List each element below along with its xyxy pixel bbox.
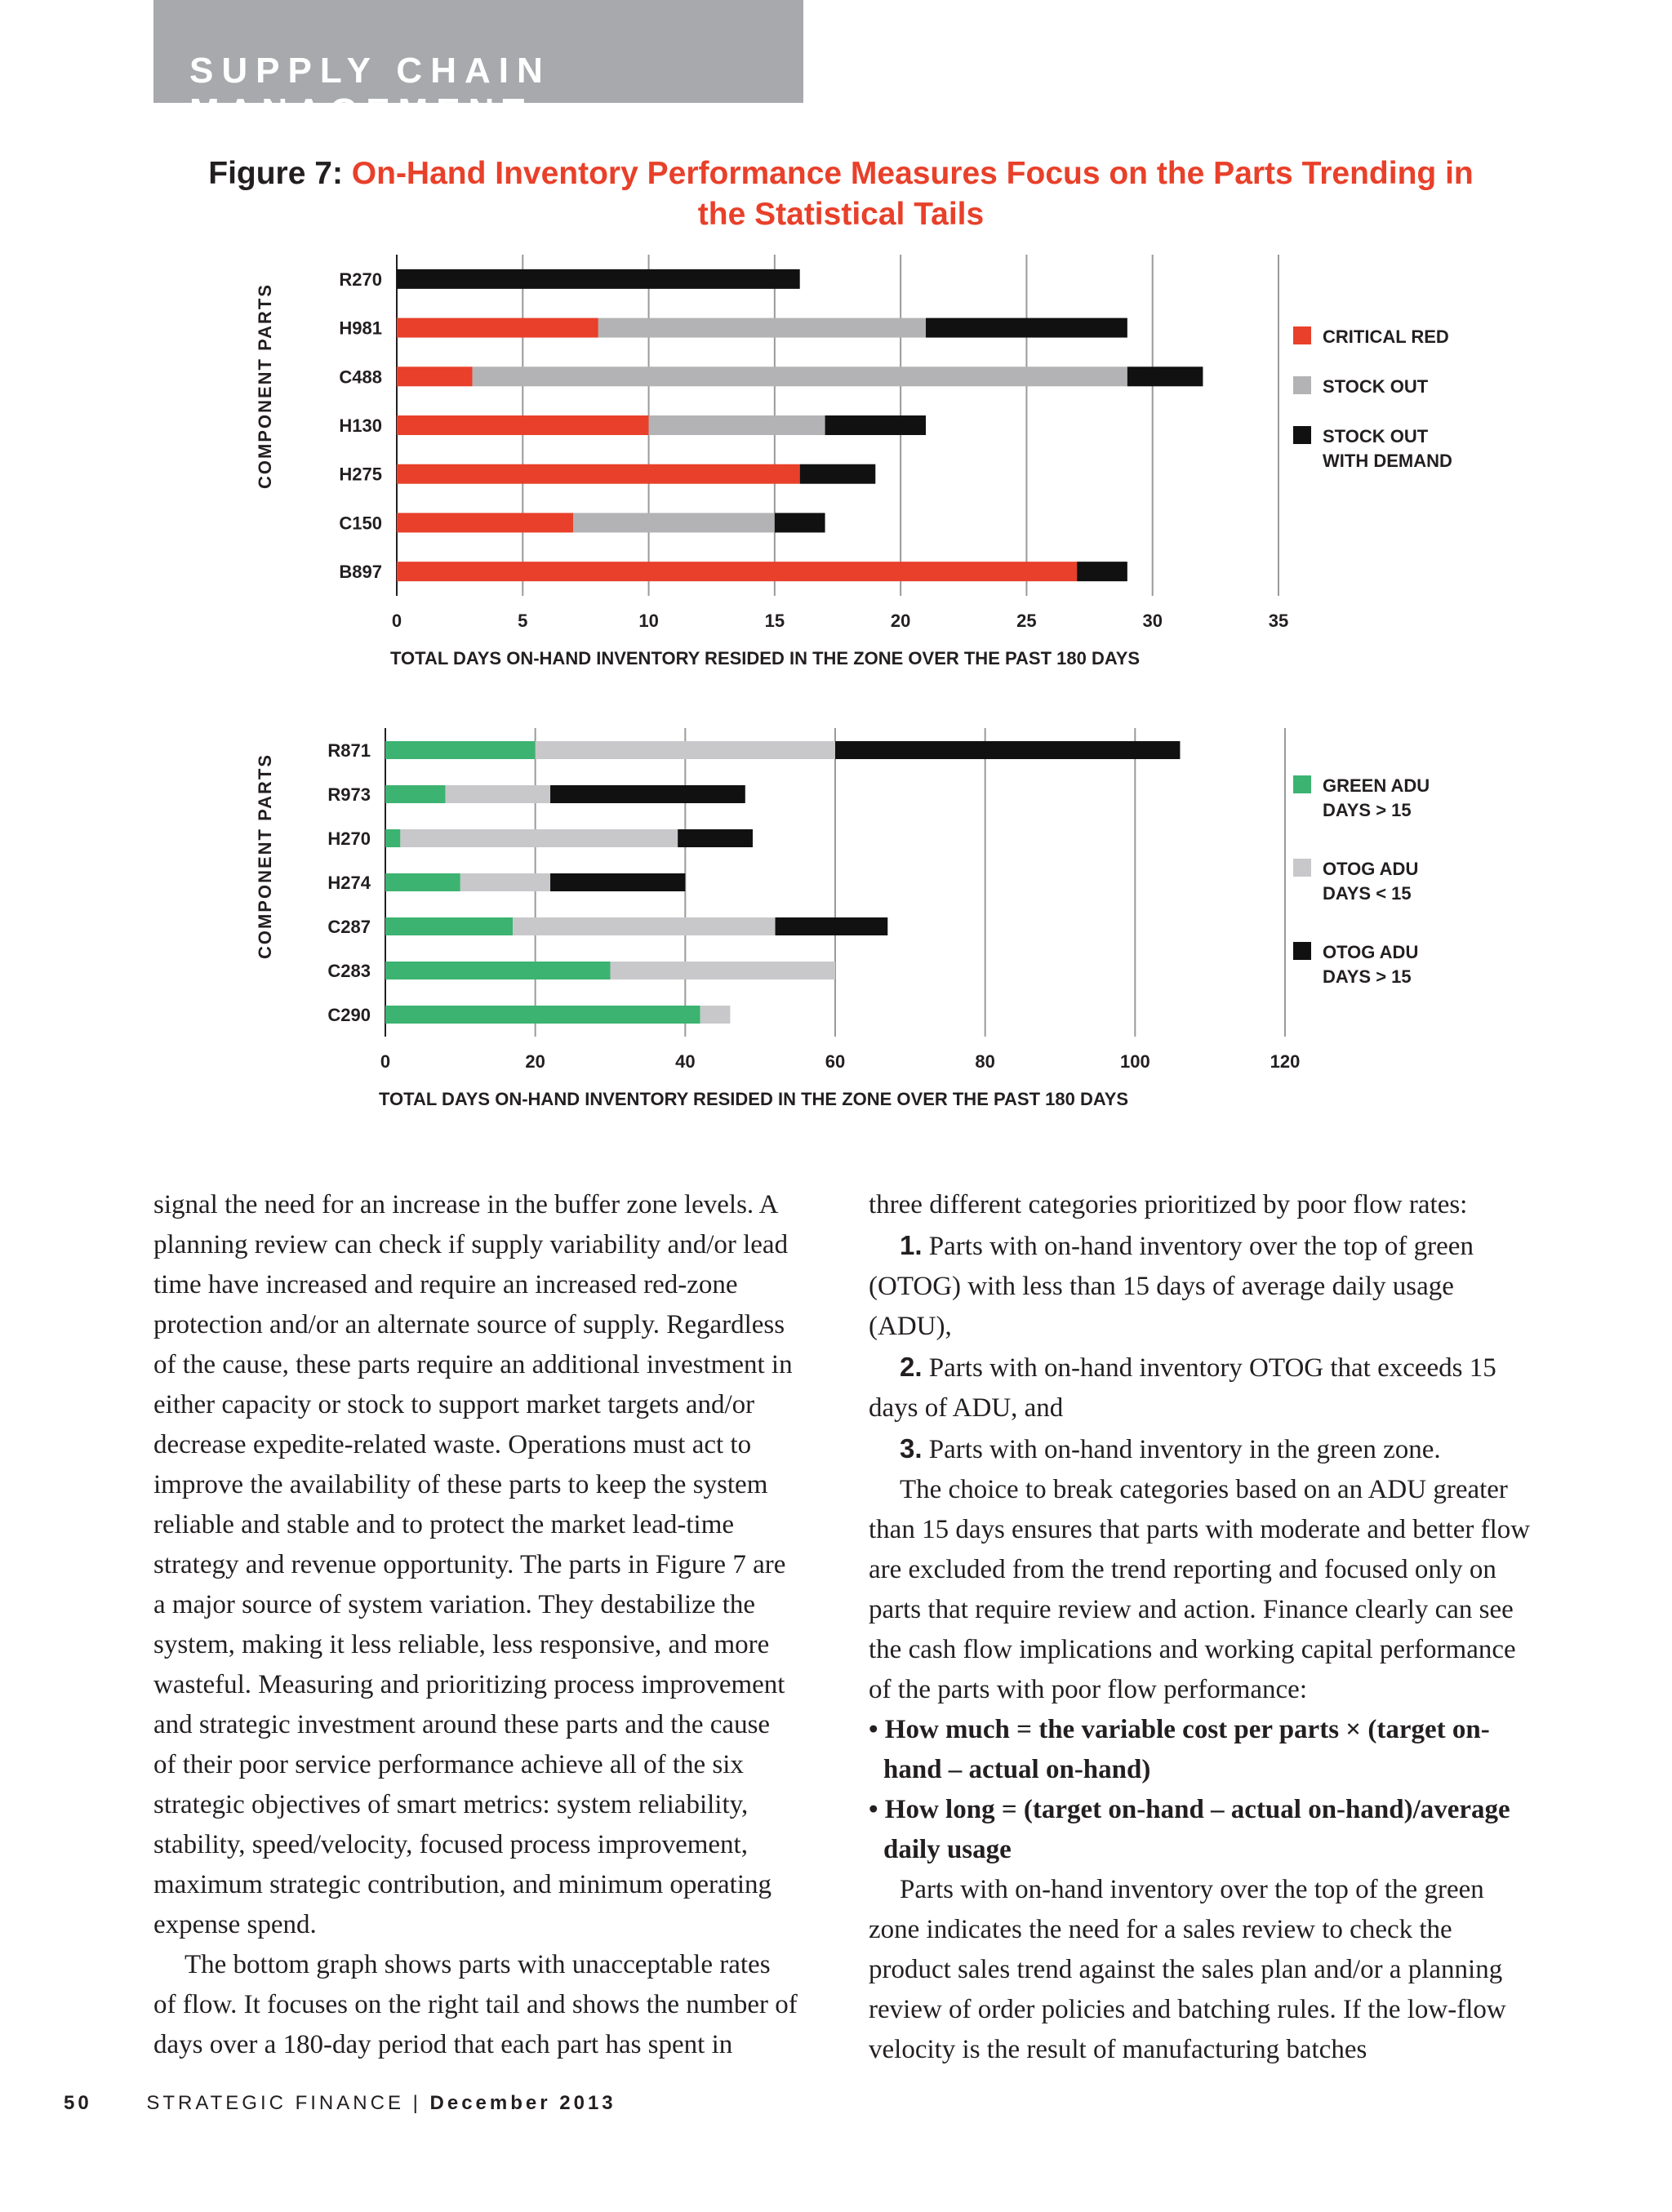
article-right-column: [869, 1185, 1538, 2070]
legend-label-line: GREEN ADU: [1323, 775, 1430, 796]
category-label-R973: R973: [327, 784, 371, 805]
bar-C488-series-2: [1127, 366, 1203, 386]
x-tick-label-120: 120: [1270, 1051, 1301, 1072]
bar-H130-series-2: [825, 415, 926, 435]
chart1-ylabel: COMPONENT PARTS: [255, 282, 275, 490]
bar-H270-series-0: [385, 829, 400, 847]
category-label-B897: B897: [339, 562, 382, 583]
bar-H275-series-2: [800, 464, 876, 484]
bar-R270-series-2: [397, 269, 800, 289]
bar-R973-series-2: [550, 785, 745, 803]
bar-B897-series-0: [397, 562, 1077, 581]
numbered-item-3-text: Parts with on-hand inventory in the green zone.: [928, 1435, 1441, 1464]
left-paragraph-1: signal the need for an increase in the buffer zone levels. A planning review can check if supply variability and/or lead time have increased and require an increased red-zone protection and/or an alternate source of supply. Regardless of the cause, these parts require an additional investment in either capacity or stock to support market targets and/or decrease expedite-related waste. Operations must act to improve the availability of these parts to keep the system reliable and stable and to protect the market lead-time strategy and revenue opportunity. The parts in Figure 7 are a major source of system variation. They destabilize the system, making it less reliable, less responsive, and more wasteful. Measuring and prioritizing process improvement and strategic investment around these parts and the cause of their poor service performance achieve all of the six strategic objectives of smart metrics: system reliability, stability, speed/velocity, focused process improvement, maximum strategic contribution, and minimum operating expense spend.: [153, 1190, 793, 1939]
category-label-R270: R270: [339, 269, 382, 290]
bar-H270-series-2: [678, 829, 753, 847]
category-label-H270: H270: [327, 828, 371, 849]
category-label-H275: H275: [339, 464, 382, 485]
bar-R973-series-0: [385, 785, 445, 803]
right-paragraph-2: Parts with on-hand inventory over the top of the green zone indicates the need for a sales review to check the product sales trend against the sales plan and/or a planning review of order policies and batching rules. If the low-flow velocity is the result of manufacturing batches: [869, 1875, 1506, 2064]
bar-H981-series-2: [926, 318, 1127, 338]
chart-otog-flow: [0, 710, 1672, 1135]
legend-label-1: [1323, 859, 1418, 904]
bar-C150-series-0: [397, 513, 573, 532]
bullet-how-long: • How long = (target on-hand – actual on-hand)/average daily usage: [869, 1795, 1510, 1864]
bar-C287-series-1: [513, 917, 775, 935]
category-label-R871: R871: [327, 740, 371, 761]
legend-swatch-2: [1293, 426, 1311, 444]
figure-caption: On-Hand Inventory Performance Measures Focus on the Parts Trending in the Statistical Tails: [351, 156, 1474, 232]
category-label-H130: H130: [339, 415, 382, 436]
legend-label-line: DAYS > 15: [1323, 966, 1412, 987]
legend-swatch-1: [1293, 859, 1311, 877]
bar-R973-series-1: [445, 785, 550, 803]
legend-label-1: [1323, 376, 1429, 397]
chart-critical-red: [0, 245, 1672, 686]
legend-swatch-0: [1293, 775, 1311, 793]
legend-label-line: CRITICAL RED: [1323, 326, 1449, 347]
x-tick-label-30: 30: [1142, 611, 1163, 631]
bar-C283-series-1: [611, 962, 836, 979]
legend-label-line: DAYS < 15: [1323, 883, 1412, 904]
x-tick-label-15: 15: [764, 611, 785, 631]
numbered-item-2: [869, 1347, 1538, 1428]
bar-H275-series-0: [397, 464, 800, 484]
footer-separator: |: [412, 2092, 421, 2114]
legend-swatch-1: [1293, 376, 1311, 394]
section-banner: [153, 0, 803, 131]
category-label-H274: H274: [327, 873, 371, 893]
x-tick-label-60: 60: [825, 1051, 846, 1072]
x-tick-label-10: 10: [638, 611, 659, 631]
x-axis-label: TOTAL DAYS ON-HAND INVENTORY RESIDED IN THE ZONE OVER THE PAST 180 DAYS: [390, 648, 1141, 668]
page-number: 50: [64, 2092, 92, 2114]
legend-label-0: [1323, 326, 1449, 347]
numbered-item-3-num: 3.: [900, 1433, 923, 1464]
x-axis-label: TOTAL DAYS ON-HAND INVENTORY RESIDED IN THE ZONE OVER THE PAST 180 DAYS: [379, 1089, 1129, 1109]
right-intro: three different categories prioritized by poor flow rates:: [869, 1190, 1468, 1219]
bar-C488-series-1: [473, 366, 1127, 386]
bar-H274-series-2: [550, 873, 685, 891]
legend-label-line: WITH DEMAND: [1323, 451, 1452, 471]
numbered-item-1-text: Parts with on-hand inventory over the top of green (OTOG) with less than 15 days of average daily usage (ADU),: [869, 1232, 1474, 1341]
bar-C283-series-0: [385, 962, 611, 979]
bar-R871-series-2: [835, 741, 1180, 759]
bar-H981-series-0: [397, 318, 598, 338]
bar-H981-series-1: [598, 318, 926, 338]
category-label-C290: C290: [327, 1005, 371, 1025]
bar-H130-series-1: [649, 415, 825, 435]
x-tick-label-40: 40: [675, 1051, 696, 1072]
numbered-item-1: [869, 1225, 1538, 1347]
bar-R871-series-0: [385, 741, 536, 759]
legend-swatch-0: [1293, 326, 1311, 344]
x-tick-label-80: 80: [975, 1051, 995, 1072]
bar-R871-series-1: [536, 741, 835, 759]
legend-label-2: [1323, 426, 1452, 471]
numbered-item-2-num: 2.: [900, 1352, 923, 1382]
issue-date: December 2013: [429, 2092, 616, 2114]
article-left-column: [153, 1185, 798, 2065]
bar-C150-series-1: [573, 513, 775, 532]
x-tick-label-0: 0: [391, 611, 402, 631]
bar-C290-series-0: [385, 1006, 700, 1024]
category-label-C283: C283: [327, 961, 371, 981]
bar-C287-series-2: [776, 917, 888, 935]
bar-C287-series-0: [385, 917, 513, 935]
section-title: SUPPLY CHAIN MANAGEMENT: [189, 51, 551, 131]
bar-H274-series-1: [460, 873, 550, 891]
numbered-item-3: [869, 1428, 1538, 1470]
category-label-C287: C287: [327, 917, 371, 937]
bar-C150-series-2: [775, 513, 825, 532]
legend-swatch-2: [1293, 942, 1311, 960]
right-paragraph-1: The choice to break categories based on an ADU greater than 15 days ensures that parts with moderate and better flow are excluded from the trend reporting and focused only on parts that require review and action. Finance clearly can see the cash flow implications and working capital performance of the parts with poor flow performance:: [869, 1475, 1531, 1704]
legend-label-line: DAYS > 15: [1323, 800, 1412, 820]
legend-label-line: OTOG ADU: [1323, 859, 1419, 879]
legend-label-line: OTOG ADU: [1323, 942, 1419, 962]
bar-H274-series-0: [385, 873, 460, 891]
numbered-item-2-text: Parts with on-hand inventory OTOG that exceeds 15 days of ADU, and: [869, 1353, 1496, 1423]
legend-label-0: [1323, 775, 1430, 820]
x-tick-label-100: 100: [1119, 1051, 1150, 1072]
legend-label-2: [1323, 942, 1418, 987]
x-tick-label-5: 5: [518, 611, 528, 631]
figure-title: [188, 153, 1494, 235]
legend-label-line: STOCK OUT: [1323, 426, 1429, 446]
bullet-how-much: • How much = the variable cost per parts × (target on-hand – actual on-hand): [869, 1715, 1490, 1784]
chart2-ylabel: COMPONENT PARTS: [255, 753, 275, 960]
bar-H270-series-1: [400, 829, 678, 847]
x-tick-label-35: 35: [1268, 611, 1289, 631]
bar-H130-series-0: [397, 415, 649, 435]
left-paragraph-2: The bottom graph shows parts with unacceptable rates of flow. It focuses on the right tail and shows the number of days over a 180-day period that each part has spent in: [153, 1950, 798, 2059]
page-footer: [64, 2092, 616, 2115]
x-tick-label-0: 0: [380, 1051, 391, 1072]
bar-B897-series-2: [1077, 562, 1127, 581]
x-tick-label-20: 20: [525, 1051, 545, 1072]
bar-C488-series-0: [397, 366, 473, 386]
category-label-C150: C150: [339, 513, 382, 534]
x-tick-label-20: 20: [890, 611, 911, 631]
category-label-C488: C488: [339, 366, 382, 388]
figure-label: Figure 7:: [208, 156, 343, 191]
bar-C290-series-1: [700, 1006, 731, 1024]
legend-label-line: STOCK OUT: [1323, 376, 1429, 397]
magazine-name: STRATEGIC FINANCE: [146, 2092, 404, 2114]
category-label-H981: H981: [339, 318, 382, 339]
numbered-item-1-num: 1.: [900, 1230, 923, 1260]
x-tick-label-25: 25: [1016, 611, 1037, 631]
